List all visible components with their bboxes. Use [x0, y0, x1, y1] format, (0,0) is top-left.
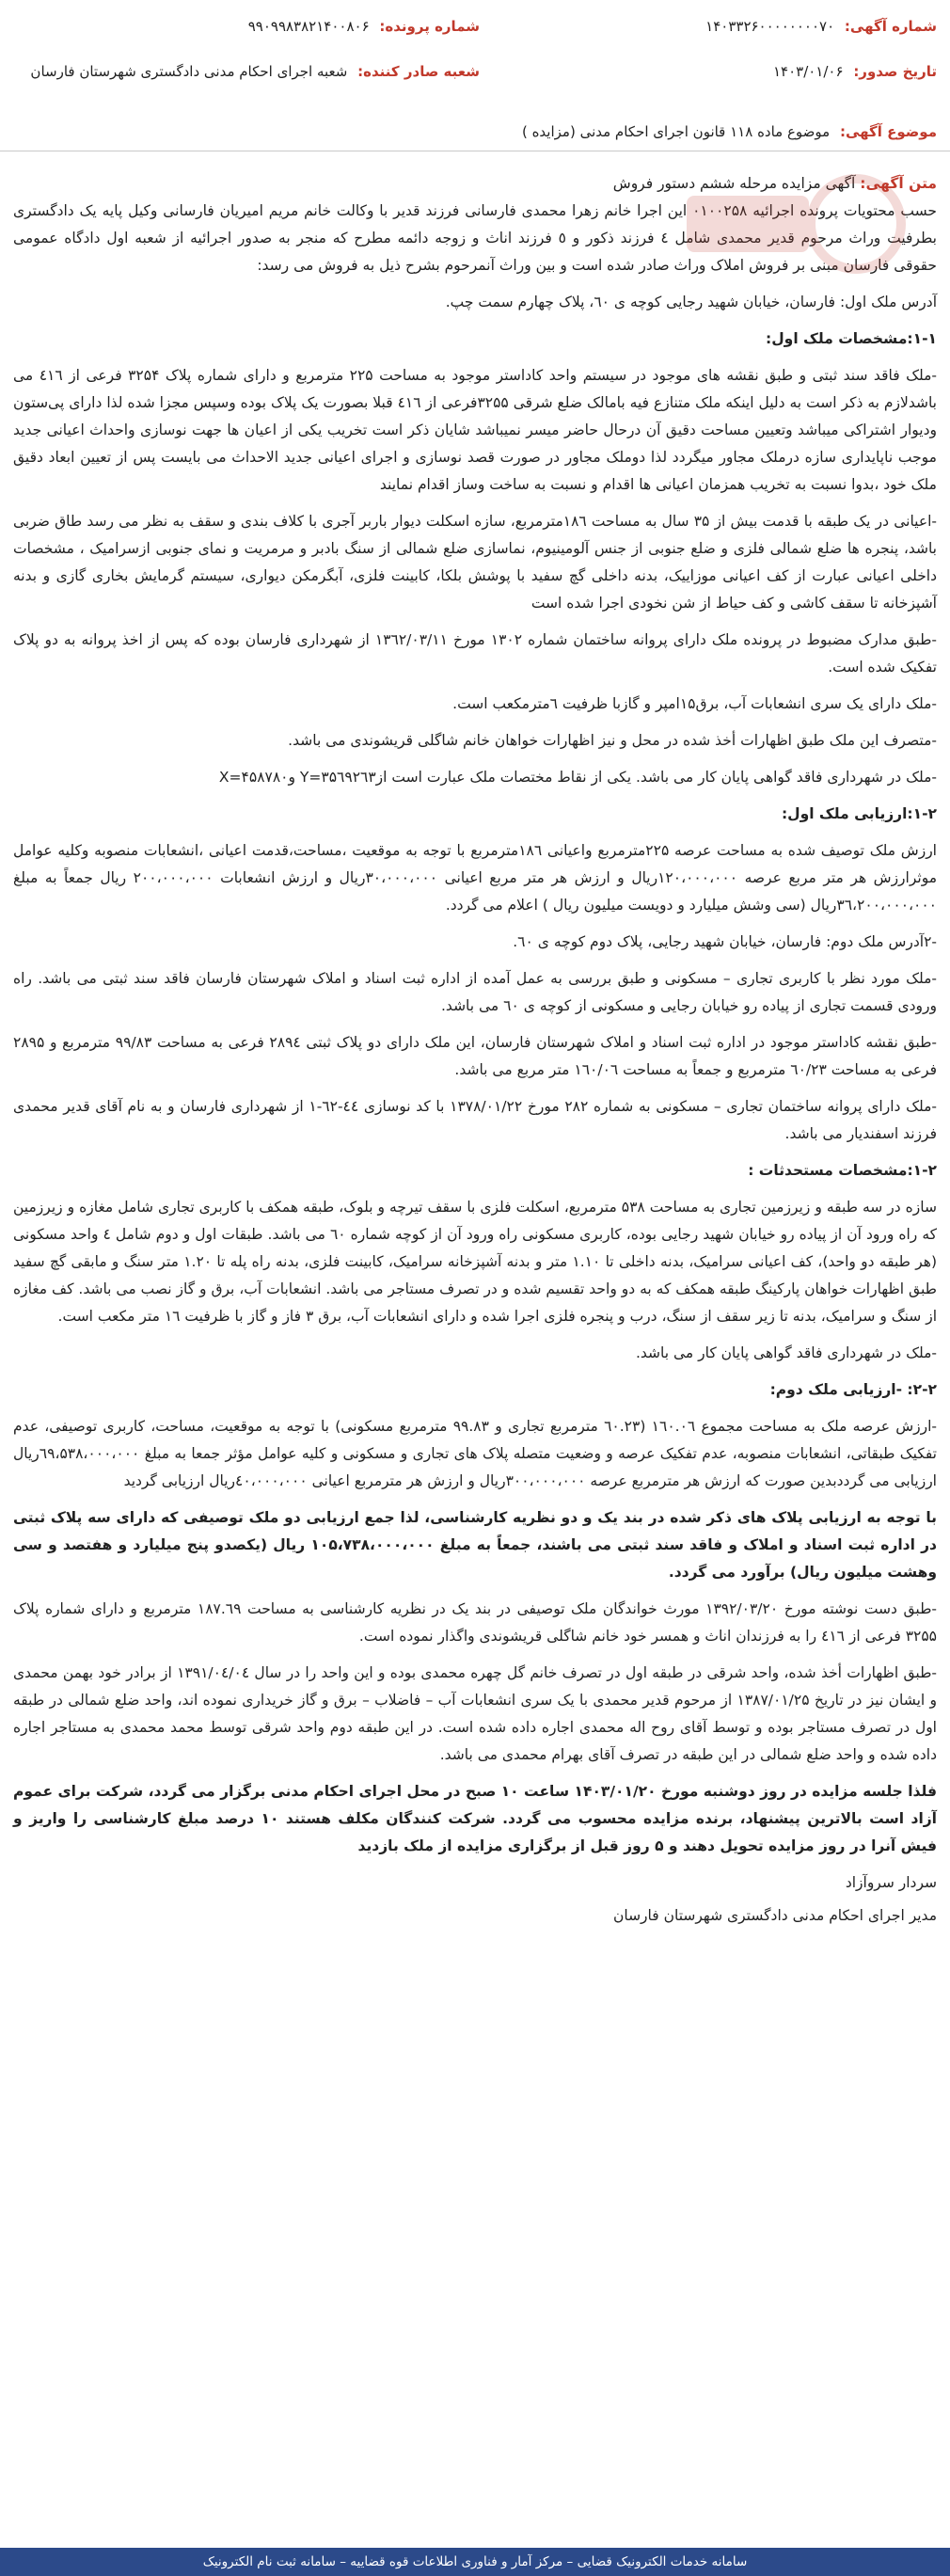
paragraph-property2-structures: سازه در سه طبقه و زیرزمین تجاری به مساحت ۵۳۸ مترمربع، اسکلت فلزی با سقف تیرچه و بلوک، طبقه همکف با کاربری تجاری شامل مغازه و زیرزمین که راه ورود آن از پیاده رو خیابان شهید رجایی بوده، کاربری مسکونی راه ورود آن از کوچه شماره ٦۰ می باشد. طبقات اول و دوم شامل ٤ واحد مسکونی (هر طبقه دو واحد)، کف اعیانی سرامیک، بدنه داخلی تا ۱.۱۰ متر و بدنه آشپزخانه سرامیک، کابینت فلزی، بدنه راه پله تا ۱.۲۰ متر سنگ و مابقی گچ سفید طبق اظهارات خواهان پارکینگ طبقه همکف که به دو واحد تقسیم شده و در تصرف مستاجر می باشد. انشعابات آب، برق و گاز نصب می باشد. کف مغازه از سنگ و سرامیک، بدنه تا زیر سقف از سنگ، درب و پنجره فلزی اجرا شده و دارای انشعابات آب، برق ۳ فاز و گاز با ظرفیت ۱٦ متر مکعب است.	[13, 1199, 938, 1325]
signatory-name: سردار سروآزاد	[845, 1874, 937, 1891]
signatory-title: مدیر اجرای احکام مدنی دادگستری شهرستان فارسان	[612, 1907, 937, 1924]
case-number	[248, 13, 480, 40]
paragraph-total-valuation: با توجه به ارزیابی پلاک های ذکر شده در بند یک و دو نظریه کارشناسی، لذا جمع ارزیابی دو ملک توصیفی که دارای سه پلاک ثبتی در اداره ثبت اسناد و املاک و فاقد سند ثبتی می باشند، جمعاً به مبلغ ۱۰۵،۷۳۸،۰۰۰،۰۰۰ ریال (یکصدو پنج میلیارد و هفتصد و سی وهشت میلیون ریال) برآورد می گردد.	[13, 1509, 937, 1581]
paragraph-auction-session: فلذا جلسه مزایده در روز دوشنبه مورخ ۱۴۰۳/۰۱/۲۰ ساعت ۱۰ صبح در محل اجرای احکام مدنی برگزار می گردد، شرکت برای عموم آزاد است بالاترین پیشنهاد، برنده مزایده محسوب می گردد. شرکت کنندگان مکلف هستند ۱۰ درصد مبلغ کارشناسی را واریز و فیش آنرا در روز مزایده تحویل دهند و ۵ روز قبل از برگزاری مزایده از ملک بازدید	[13, 1783, 937, 1854]
notice-subject	[522, 119, 937, 146]
paragraph-property2-usage: -ملک مورد نظر با کاربری تجاری – مسکونی و طبق بررسی به عمل آمده از اداره ثبت اسناد و املاک شهرستان فارسان فاقد سند ثبتی می باشد. راه ورودی قسمت تجاری از پیاده رو خیابان رجایی و مسکونی از کوچه ی ٦۰ می باشد.	[13, 970, 937, 1014]
issuing-branch-label: شعبه صادر کننده:	[357, 63, 480, 80]
paragraph-property1-valuation: ارزش ملک توصیف شده به مساحت عرصه ۲۲۵مترمربع واعیانی ۱۸٦مترمربع با توجه به موقعیت ،مساحت،قدمت اعیانی ،انشعابات منصوبه وکلیه عوامل موثرارزش هر متر مربع عرصه ۱۲۰،۰۰۰،۰۰۰ریال و ارزش هر متر مربع اعیانی ۳۰،۰۰۰،۰۰۰ریال و ارزش انشعابات ۲۰۰،۰۰۰،۰۰۰ ریال جمعاً به مبلغ ۳٦،۲۰۰،۰۰۰،۰۰۰ریال (سی وشش میلیارد و دویست میلیون ریال ) اعلام می گردد.	[13, 842, 938, 914]
paragraph-property2-address: -۲آدرس ملک دوم: فارسان، خیابان شهید رجایی، پلاک دوم کوچه ی ٦۰.	[513, 933, 937, 950]
notice-subject-label: موضوع آگهی:	[839, 123, 937, 140]
issue-date-value: ۱۴۰۳/۰۱/۰۶	[772, 63, 844, 80]
paragraph-property1-permit: -طبق مدارک مضبوط در پرونده ملک دارای پروانه ساختمان شماره ۱۳۰۲ مورخ ۱۳٦۲/۰۳/۱۱ از شهرداری فارسان بوده که پس از اخذ پروانه به دو پلاک تفکیک شده است.	[13, 631, 937, 676]
paragraph-property1-land: -ملک فاقد سند ثبتی و طبق نقشه های موجود در سیستم واحد کاداستر موجود به مساحت ۲۲۵ مترمربع و دارای شماره پلاک ۳۲۵۴ فرعی از ٤١٦ می باشدلازم به ذکر است به دلیل اینکه ملک متنازع فیه بامالک ضلع شرقی ۳۲۵۵فرعی از ٤١٦ قبلا بصورت یک پلاک بوده وسپس مجزا شده لذا دارای پی‌ستون ودیوار اشتراکی میباشد وتعیین مساحت دقیق آن درحال حاضر میسر نمیباشد شایان ذکر است تخریب یکی از اعیان ها جهت نوسازی واحداث اعیانی جدید موجب ناپایداری سازه درملک مجاور میگردد لذا دوملک مجاور در صورت قصد نوسازی و اجرای اعیانی جدید الاحداث می بایست پس از تعیین ابعاد دقیق ملک خود ،بدوا نسبت به تخریب همزمان اعیانی ها اقدام و نسبت به ساخت وساز اقدام نمایند	[13, 367, 938, 493]
ad-number-value: ۱۴۰۳۳۲۶۰۰۰۰۰۰۰۰۷۰	[705, 18, 835, 35]
paragraph-property2-permit: -ملک دارای پروانه ساختمان تجاری – مسکونی به شماره ۲۸۲ مورخ ۱۳۷۸/۰۱/۲۲ با کد نوسازی ٤٤-٦۲-۱ از شهرداری فارسان و به نام آقای قدیر محمدی فرزند اسفندیار می باشد.	[13, 1098, 937, 1142]
heading-property2-valuation: ۲-۲: -ارزیابی ملک دوم:	[769, 1381, 937, 1398]
case-number-value: ۹۹۰۹۹۸۳۸۲۱۴۰۰۸۰۶	[247, 18, 370, 35]
paragraph-property2-cadastre: -طبق نقشه کاداستر موجود در اداره ثبت اسناد و املاک شهرستان فارسان، این ملک دارای دو پلاک ثبتی ۲۸۹٤ فرعی به مساحت ۹۹/۸۳ مترمربع و ۲۸۹۵ فرعی به مساحت ٦۰/۲۳ مترمربع و جمعاً به مساحت ۱٦۰/۰٦ متر مربع می باشد.	[13, 1034, 937, 1078]
paragraph-occupancy-statements: -طبق اظهارات أخذ شده، واحد شرقی در طبقه اول در تصرف خانم گل چهره محمدی بوده و این واحد را در سال ۱۳۹۱/۰٤/۰٤ از برادر خود بهمن محمدی و ایشان نیز در تاریخ ۱۳۸۷/۰۱/۲۵ از مرحوم قدیر محمدی با یک سری انشعابات آب – فاضلاب – برق و گاز خریداری نموده اند، واحد ضلع شمالی در طبقه اول در تصرف مستاجر بوده و توسط آقای روح اله محمدی اجاره داده شده است. در این طبقه دوم واحد شرقی توسط محمد محمدی به مستاجر اجاره داده شده و واحد ضلع شمالی در این طبقه در تصرف آقای بهرام محمدی می باشد.	[13, 1664, 938, 1763]
notice-text-header	[13, 170, 937, 198]
heading-property2-structures: ۱-۲:مشخصات مستحدثات :	[748, 1162, 937, 1179]
issue-date-label: تاریخ صدور:	[853, 63, 937, 80]
paragraph-property1-utilities: -ملک دارای یک سری انشعابات آب، برق۱۵امپر و گازبا ظرفیت ٦مترمکعب است.	[452, 695, 937, 712]
issuing-branch-value: شعبه اجرای احکام مدنی دادگستری شهرستان فارسان	[30, 63, 348, 80]
paragraph-property1-occupant: -متصرف این ملک طبق اظهارات أخذ شده در محل و نیز اظهارات خواهان خانم شاگلی قریشوندی می باشد.	[288, 732, 937, 749]
heading-property1-valuation: ٢-١:ارزیابی ملک اول:	[781, 805, 937, 822]
footer-text: سامانه خدمات الکترونیک قضایی – مرکز آمار و فناوری اطلاعات قوه قضاییه – سامانه ثبت نام الکترونیک	[202, 2554, 748, 2569]
notice-text-label: متن آگهی:	[860, 175, 937, 192]
notice-subject-value: موضوع ماده ۱۱۸ قانون اجرای احکام مدنی (مزایده )	[521, 123, 831, 140]
paragraph-property1-address: آدرس ملک اول: فارسان، خیابان شهید رجایی کوچه ی ٦۰، پلاک چهارم سمت چپ.	[445, 294, 937, 310]
paragraph-property1-building: -اعیانی در یک طبقه با قدمت بیش از ۳۵ سال به مساحت ۱۸٦مترمربع، سازه اسکلت دیوار باربر آجری با کلاف بندی و سقف به نظر می رسد طاق ضربی باشد، پنجره ها ضلع شمالی فلزی و ضلع جنوبی از جنس آلومینیوم، نماسازی ضلع شمالی از سنگ بادبر و مرمریت و نمای جنوبی ازسرامیک ، مشخصات داخلی اعیانی عبارت از کف اعیانی موزاییک، بدنه داخلی گچ سفید با پوشش بلکا، کابینت فلزی، آبگرمکن دیواری، سیستم گرمایش بخاری گازی و بدنه آشپزخانه تا سقف کاشی و کف حیاط از شن نخودی اجرا شده است	[13, 513, 938, 612]
paragraph-handwritten-transfer: -طبق دست نوشته مورخ ۱۳۹۲/۰۳/۲۰ مورث خواندگان ملک توصیفی در بند یک در نظریه کارشناسی به مساحت ۱۸۷.٦۹ مترمربع و دارای شماره پلاک ۳۲۵۵ فرعی از ٤١٦ را به فرزندان اناث و همسر خود خانم شاگلی قریشوندی واگذار نموده است.	[13, 1600, 937, 1645]
issuing-branch	[30, 58, 480, 86]
footer-bar	[0, 2548, 950, 2576]
ad-number-label: شماره آگهی:	[844, 18, 937, 35]
issue-date	[773, 58, 937, 86]
paragraph-case-summary: حسب محتویات پرونده اجرائیه ۰۱۰۰۲۵۸ این اجرا خانم زهرا محمدی فارسانی فرزند قدیر با وکالت خانم مریم امیریان فارسانی وکیل پایه یک دادگستری بطرفیت وراث مرحوم قدیر محمدی شامل ٤ فرزند ذکور و ٥ فرزند اناث و زوجه دائمه مطرح که منجر به صدور اجرائیه از شعبه اول دادگاه عمومی حقوقی فارسان مبنی بر فروش املاک وراث صادر شده است و بین وراث آنمرحوم بشرح ذیل به فروش می رسد:	[13, 202, 937, 274]
paragraph-property1-coordinates: -ملک در شهرداری فاقد گواهی پایان کار می باشد. یکی از نقاط مختصات ملک عبارت است از۳۵٦۹۲٦۳=Y و۴۵۸۷۸۰=X	[218, 769, 937, 786]
ad-number	[705, 13, 937, 40]
notice-body	[0, 151, 950, 1930]
case-number-label: شماره پرونده:	[379, 18, 480, 35]
paragraph-property2-completion: -ملک در شهرداری فاقد گواهی پایان کار می باشد.	[635, 1344, 937, 1361]
notice-header	[0, 0, 950, 151]
heading-property1-specs: ١-١:مشخصات ملک اول:	[766, 330, 937, 347]
notice-title: آگهی مزایده مرحله ششم دستور فروش	[612, 175, 856, 192]
paragraph-property2-valuation: -ارزش عرصه ملک به مساحت مجموع ۱٦۰.۰٦ (٦۰.۲۳ مترمربع تجاری و ۹۹.۸۳ مترمربع مسکونی) با توجه به موقعیت، مساحت، کاربری توصیفی، عدم تفکیک طبقاتی، انشعابات منصوبه، عدم تفکیک عرصه و وضعیت متصله پلاک های تجاری و مسکونی و کلیه عوامل مؤثر جمعا به مبلغ ٦۹،۵۳۸،۰۰۰،۰۰۰ریال ارزیابی می گرددبدین صورت که ارزش هر مترمربع عرصه ۳۰۰،۰۰۰،۰۰۰ریال و ارزش هر مترمربع اعیانی ٤۰،۰۰۰،۰۰۰ریال ارزیابی گردید	[13, 1418, 937, 1489]
